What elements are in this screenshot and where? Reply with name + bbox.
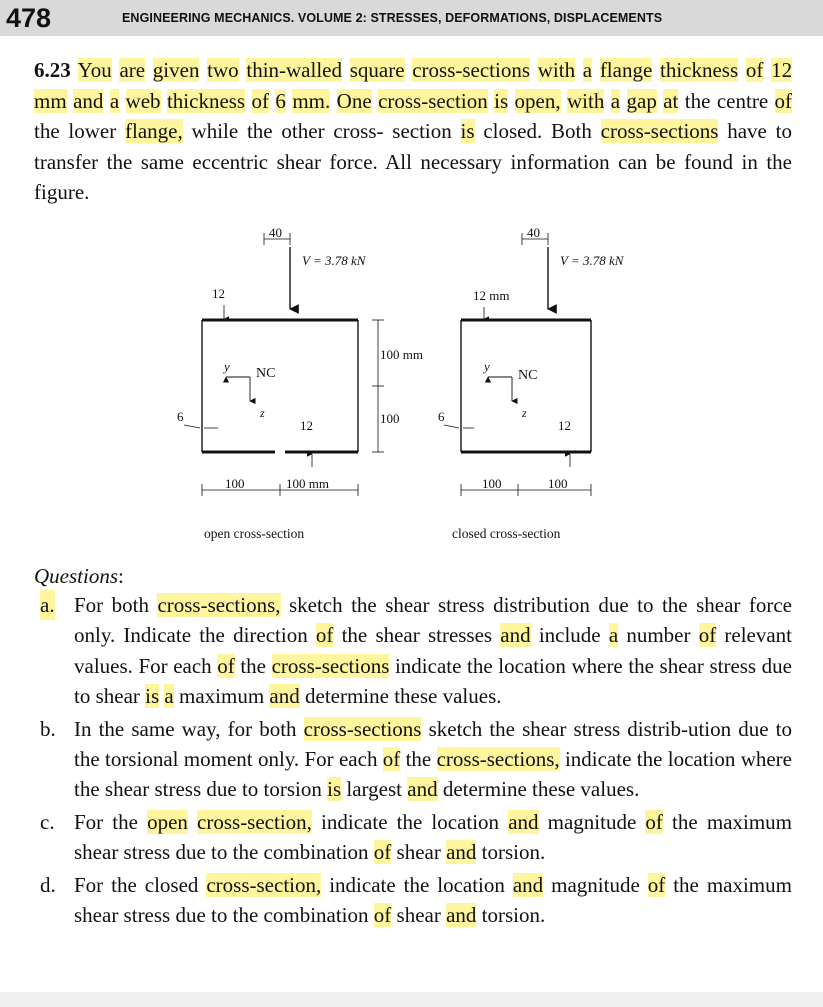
question-text-segment: a bbox=[608, 623, 619, 648]
problem-text-segment bbox=[161, 89, 167, 113]
problem-text-segment bbox=[620, 89, 626, 113]
question-text-segment: and bbox=[500, 623, 531, 648]
question-text-segment: the bbox=[234, 653, 272, 678]
problem-text-segment: thickness bbox=[166, 88, 246, 113]
question-item bbox=[34, 714, 792, 805]
closed-web-thickness: 6 bbox=[438, 409, 445, 424]
problem-text-segment bbox=[763, 58, 771, 82]
problem-text-segment: of bbox=[774, 88, 793, 113]
question-text-segment: and bbox=[512, 872, 544, 897]
problem-text-segment: is bbox=[460, 119, 475, 144]
question-text-segment: of bbox=[373, 840, 392, 865]
problem-text-segment bbox=[119, 89, 125, 113]
question-text-segment: include bbox=[530, 623, 609, 648]
closed-caption: closed cross-section bbox=[452, 526, 561, 541]
question-text-segment: magnitude bbox=[538, 809, 646, 834]
question-text-segment: and bbox=[446, 903, 477, 928]
problem-text bbox=[34, 58, 792, 204]
problem-text-segment: with bbox=[537, 58, 576, 82]
open-force-label: V = 3.78 kN bbox=[302, 253, 366, 268]
question-text-segment: and bbox=[269, 684, 300, 709]
page-number: 478 bbox=[6, 3, 52, 33]
question-text-segment: and bbox=[508, 809, 539, 834]
closed-flange-thickness: 12 mm bbox=[473, 288, 510, 303]
problem-text-segment: is bbox=[494, 88, 509, 113]
problem-text-segment: the centre bbox=[678, 88, 775, 113]
problem-text-segment bbox=[103, 89, 109, 113]
problem-text-segment: 12 bbox=[771, 58, 793, 82]
closed-dim-right: 100 bbox=[548, 476, 568, 491]
questions-heading bbox=[34, 561, 124, 591]
problem-text-segment: of bbox=[251, 88, 270, 113]
problem-text-segment: 6 bbox=[275, 88, 286, 113]
problem-text-segment: cross-sections bbox=[600, 119, 719, 144]
question-text-segment: indicate the location bbox=[321, 872, 513, 897]
question-text-segment bbox=[188, 810, 197, 834]
question-text-segment: number bbox=[618, 623, 699, 648]
question-text-segment: of bbox=[217, 653, 235, 678]
problem-text-segment: web bbox=[125, 88, 161, 113]
problem-text-segment: flange bbox=[599, 58, 653, 82]
question-text-segment: determine these values. bbox=[299, 684, 502, 709]
question-text-segment: sketch the shear stress distribution due to the shear force only. Indicate the direction bbox=[74, 593, 792, 648]
open-flange-thickness: 12 bbox=[212, 286, 225, 301]
problem-text-segment bbox=[199, 58, 207, 82]
closed-bottom-flange-thickness: 12 bbox=[558, 418, 571, 433]
question-text-segment: determine these values. bbox=[437, 777, 640, 802]
question-text-segment: the bbox=[400, 747, 437, 772]
question-letter: c. bbox=[40, 809, 55, 834]
cross-sections-figure bbox=[170, 225, 650, 555]
question-text-segment: largest bbox=[341, 777, 408, 802]
questions-colon: : bbox=[118, 564, 124, 588]
problem-text-segment: square bbox=[349, 58, 405, 82]
problem-text-segment: open, bbox=[514, 88, 561, 113]
question-item bbox=[34, 807, 792, 868]
question-text-segment: of bbox=[315, 623, 334, 648]
height-dimension bbox=[372, 320, 423, 452]
question-letter: a. bbox=[40, 590, 55, 620]
problem-text-segment: at bbox=[663, 88, 679, 113]
problem-text-segment: flange, bbox=[125, 119, 183, 144]
open-z-label: z bbox=[260, 406, 265, 420]
problem-text-segment bbox=[330, 89, 336, 113]
question-text-segment: of bbox=[382, 747, 401, 772]
problem-text-segment: a bbox=[582, 58, 593, 82]
question-text-segment: For the closed bbox=[74, 872, 207, 897]
question-text-segment: sketch the shear stress distrib-ution due to the torsional moment only. For each bbox=[74, 716, 792, 772]
question-text-segment: the maximum shear stress due to the combination bbox=[74, 872, 792, 928]
problem-text-segment: the lower bbox=[34, 119, 126, 144]
closed-dim-top: 40 bbox=[527, 225, 540, 240]
questions-title: Questions bbox=[34, 564, 118, 588]
problem-text-segment: and bbox=[73, 88, 104, 113]
question-text bbox=[74, 810, 792, 864]
problem-text-segment bbox=[342, 58, 350, 82]
problem-text-segment: cross-section bbox=[378, 88, 488, 113]
question-text-segment: shear bbox=[391, 903, 447, 928]
question-text bbox=[74, 593, 792, 708]
problem-text-segment: mm. bbox=[292, 88, 331, 113]
open-web-thickness: 6 bbox=[177, 409, 184, 424]
question-text-segment: magnitude bbox=[543, 872, 648, 897]
problem-text-segment: thin-walled bbox=[246, 58, 342, 82]
problem-text-segment bbox=[245, 89, 251, 113]
closed-z-label: z bbox=[522, 406, 527, 420]
question-text-segment: the shear stresses bbox=[333, 623, 501, 648]
question-text-segment: cross-sections, bbox=[436, 747, 560, 772]
question-text-segment: and bbox=[407, 777, 438, 802]
question-text-segment: is bbox=[145, 684, 160, 709]
open-nc-label: NC bbox=[256, 366, 276, 381]
problem-text-segment bbox=[145, 58, 153, 82]
question-text-segment: of bbox=[698, 623, 717, 648]
question-text-segment: of bbox=[645, 809, 663, 834]
problem-text-segment: cross-sections bbox=[412, 58, 531, 82]
problem-text-segment: One bbox=[336, 88, 372, 113]
problem-text-segment: You bbox=[77, 58, 112, 82]
question-text-segment: For both bbox=[74, 593, 158, 617]
closed-force-label: V = 3.78 kN bbox=[560, 253, 624, 268]
question-text-segment: the maximum shear stress due to the combination bbox=[74, 809, 792, 865]
question-text-segment: indicate the location where the shear stress due to torsion bbox=[74, 747, 792, 802]
question-text-segment: relevant values. For each bbox=[74, 623, 793, 678]
problem-text-segment: while the other cross- bbox=[182, 119, 384, 144]
problem-text-segment: given bbox=[152, 58, 200, 82]
question-item bbox=[34, 590, 792, 712]
open-y-label: y bbox=[224, 359, 230, 374]
question-text-segment: of bbox=[647, 872, 666, 897]
question-text-segment: cross-section, bbox=[206, 872, 322, 897]
page-header bbox=[0, 0, 823, 36]
closed-dim-left: 100 bbox=[482, 476, 502, 491]
question-text-segment: shear bbox=[391, 840, 447, 865]
open-dim-left: 100 bbox=[225, 476, 245, 491]
questions-list bbox=[34, 590, 792, 932]
question-text-segment: indicate the location bbox=[311, 809, 509, 834]
question-text-segment: indicate the location where the shear stress due to shear bbox=[74, 653, 793, 709]
problem-text-segment bbox=[575, 58, 583, 82]
problem-text-segment: two bbox=[207, 58, 239, 82]
open-dim-right: 100 mm bbox=[286, 476, 329, 491]
problem-text-segment: a bbox=[610, 88, 621, 113]
question-text-segment: torsion. bbox=[476, 903, 546, 928]
problem-text-segment: of bbox=[745, 58, 764, 82]
problem-text-segment: shear force. All necessary information can be found in the figure. bbox=[34, 149, 793, 205]
question-text-segment: cross-sections, bbox=[157, 593, 281, 617]
question-text bbox=[74, 717, 792, 802]
problem-text-segment bbox=[592, 58, 600, 82]
problem-text-segment: are bbox=[119, 58, 146, 82]
question-text-segment: open bbox=[147, 809, 188, 834]
problem-text-segment: mm bbox=[34, 88, 67, 113]
problem-text-segment: thickness bbox=[660, 58, 739, 82]
problem-statement bbox=[34, 55, 792, 208]
question-text-segment: torsion. bbox=[476, 840, 546, 865]
question-text-segment: cross-sections bbox=[271, 653, 390, 678]
height-upper-label: 100 mm bbox=[380, 347, 423, 362]
open-bottom-flange-thickness: 12 bbox=[300, 418, 313, 433]
closed-cross-section bbox=[438, 225, 625, 541]
question-text bbox=[74, 873, 792, 927]
page-bottom-edge bbox=[0, 992, 823, 1007]
problem-text-segment: closed. Both bbox=[474, 119, 601, 144]
problem-text-segment: a bbox=[109, 88, 120, 113]
open-dim-top: 40 bbox=[269, 225, 282, 240]
question-letter: d. bbox=[40, 872, 56, 897]
question-text-segment: maximum bbox=[173, 684, 270, 709]
problem-text-segment: have to transfer the same eccentric bbox=[34, 119, 792, 174]
question-text-segment: of bbox=[373, 903, 392, 928]
open-cross-section bbox=[177, 225, 367, 541]
problem-text-segment bbox=[738, 58, 746, 82]
question-item bbox=[34, 870, 792, 931]
open-caption: open cross-section bbox=[204, 526, 305, 541]
question-text-segment: cross-sections bbox=[303, 716, 422, 741]
question-text-segment: and bbox=[446, 840, 477, 865]
problem-text-segment: section bbox=[392, 119, 461, 144]
question-text-segment: In the same way, for both bbox=[74, 716, 304, 741]
problem-number: 6.23 bbox=[34, 58, 71, 82]
question-text-segment: is bbox=[327, 777, 342, 802]
closed-y-label: y bbox=[484, 359, 490, 374]
problem-text-segment: with bbox=[567, 88, 605, 113]
running-head: ENGINEERING MECHANICS. VOLUME 2: STRESSES, DEFORMATIONS, DISPLACEMENTS bbox=[122, 11, 663, 25]
problem-text-segment: gap bbox=[626, 88, 657, 113]
question-text-segment: For the bbox=[74, 809, 148, 834]
question-text-segment: a bbox=[164, 684, 174, 709]
question-letter: b. bbox=[40, 716, 56, 741]
question-text-segment: cross-section, bbox=[197, 809, 312, 834]
closed-nc-label: NC bbox=[518, 368, 538, 383]
problem-text-segment bbox=[604, 89, 610, 113]
problem-text-segment bbox=[530, 58, 538, 82]
height-lower-label: 100 bbox=[380, 411, 400, 426]
